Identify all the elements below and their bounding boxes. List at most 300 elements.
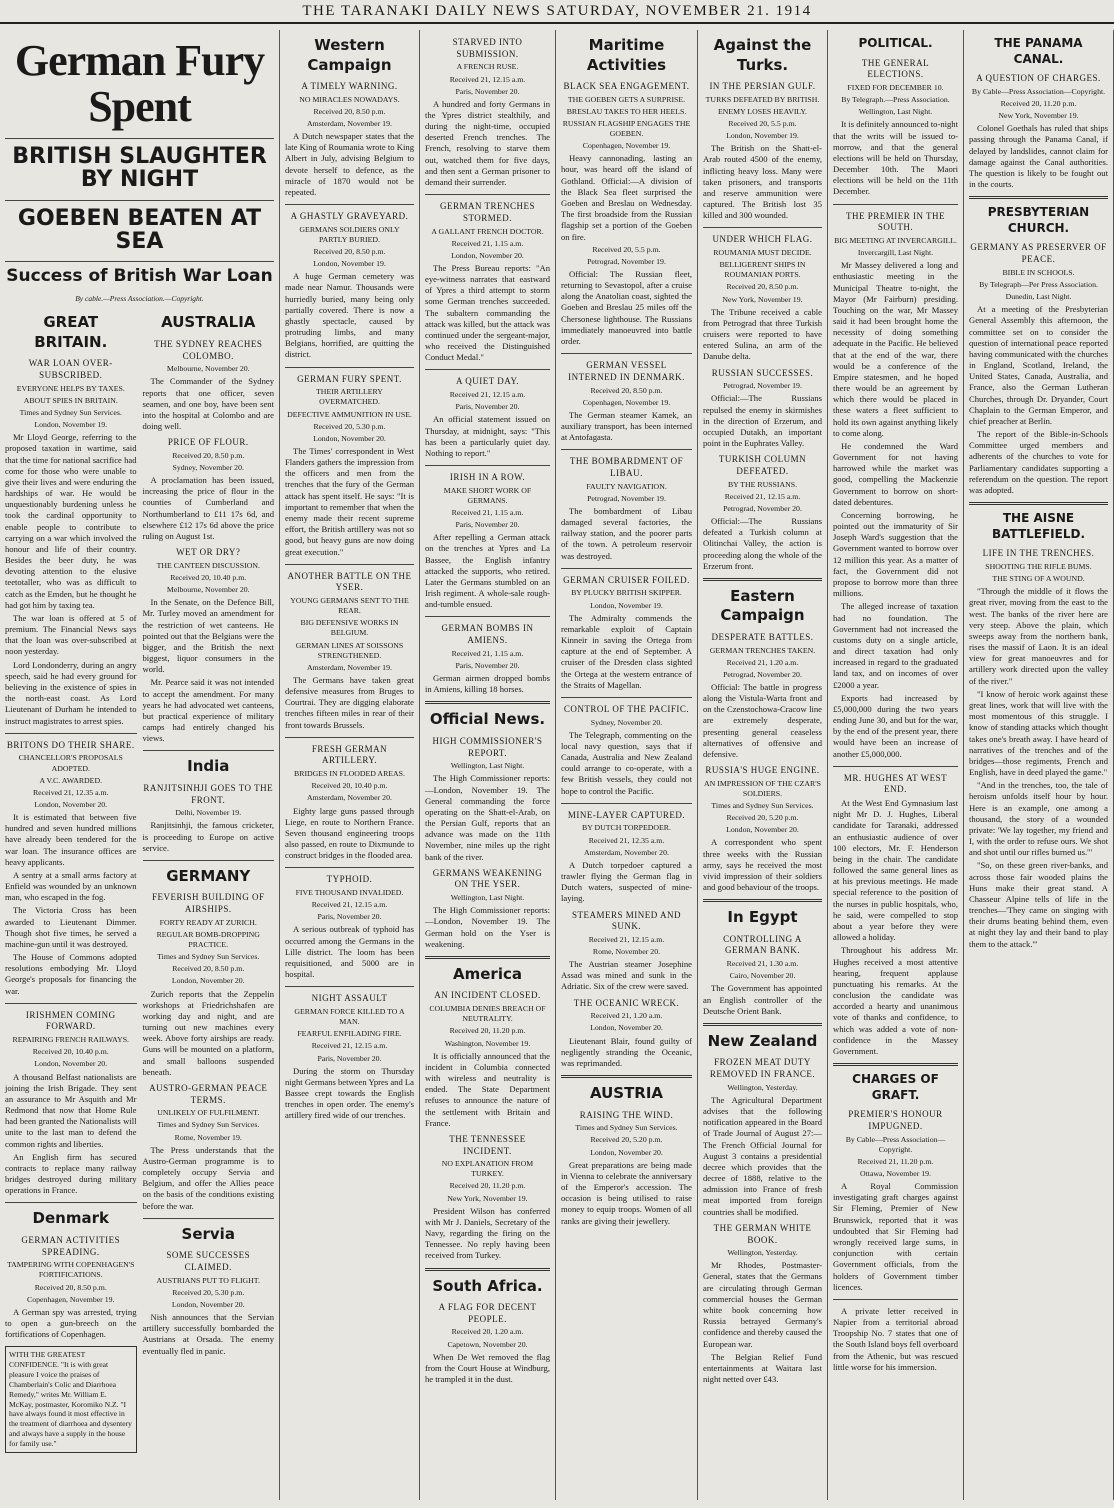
subhead: GERMAN BOMBS IN AMIENS.: [441, 623, 534, 646]
dateline: Wellington, Last Night.: [450, 893, 525, 903]
subhead: THE SYDNEY REACHES COLOMBO.: [154, 338, 263, 361]
subhead: DESPERATE BATTLES.: [711, 631, 814, 642]
dateline: Received 21, 12.15 a.m.: [311, 900, 388, 910]
article-text: Official: The battle in progress along the Vistula-Warta front and on the Czenstochowa-Cracow line are extremely desperate, presenting general ceaseless alternatives of offensive and defensive.: [703, 681, 822, 759]
section-aisne: THE AISNE BATTLEFIELD.: [991, 511, 1086, 541]
dateline: Paris, November 20.: [455, 520, 520, 530]
agency: Times and Sydney Sun Services.: [19, 407, 122, 417]
article-text: German airmen dropped bombs in Amiens, killing 18 horses.: [425, 673, 550, 695]
subhead: A GALLANT FRENCH DOCTOR.: [431, 226, 544, 236]
divider: [561, 803, 692, 804]
dateline: Received 21, 1.30 a.m.: [726, 959, 799, 969]
subhead: TYPHOID.: [326, 874, 373, 885]
dateline: Received 21, 12.35 a.m.: [32, 787, 109, 797]
dateline: Received 20, 8.50 p.m.: [172, 450, 245, 460]
divider: [703, 578, 822, 581]
dateline: Sydney, November 20.: [172, 463, 244, 473]
divider: [561, 697, 692, 698]
dateline: Paris, November 20.: [455, 660, 520, 670]
subhead: MINE-LAYER CAPTURED.: [567, 809, 686, 820]
subhead: A GHASTLY GRAVEYARD.: [290, 211, 409, 222]
article-text: The Victoria Cross has been awarded to Lieutenant Dimmer. Though shot five times, he served a machine-gun until it was destroyed.: [5, 905, 137, 949]
divider: [703, 227, 822, 228]
dateline: Received 20, 11.20 p.m.: [1000, 99, 1077, 108]
dateline: Copenhagen, November 19.: [27, 1294, 115, 1304]
divider: [425, 956, 550, 959]
divider: [285, 204, 414, 205]
dateline: Received 21, 12.15 a.m.: [449, 74, 526, 84]
subhead: TURKISH COLUMN DEFEATED.: [718, 454, 807, 476]
dateline: Amsterdam, November 20.: [307, 793, 392, 803]
article-text: At the West End Gymnasium last night Mr D. J. Hughes, Liberal candidate for Taranaki, addressed an enthusiastic audience of over 100 electors, Mr. F. Henderson being in the chair. The candidate followed the same general lines as at his previous meetings. He made special reference to the position of the nurses in public hospitals, who, he said, were compelled to stop about a year before they were allowed a holiday.: [833, 798, 958, 943]
article-text: An English firm has secured contracts to replace many railway bridges destroyed during military operations in France.: [5, 1151, 137, 1196]
subhead: TAMPERING WITH COPENHAGEN'S FORTIFICATIONS.: [6, 1260, 135, 1280]
dateline: Rome, November 20.: [592, 947, 661, 956]
subhead: THE GOEBEN GETS A SURPRISE.: [567, 94, 686, 104]
article-text: He condemned the Ward Government for not having harrowed while the market was good, compelling the Mackenzie Government to borrow on short-dated debentures.: [833, 440, 958, 507]
dateline: Paris, November 20.: [317, 1053, 382, 1063]
subhead: IRISH IN A ROW.: [449, 472, 526, 483]
subhead: BRIDGES IN FLOODED AREAS.: [294, 769, 405, 779]
dateline: Received 21, 1.15 a.m.: [451, 648, 524, 658]
dateline: Received 20, 8.50 p.m.: [590, 385, 663, 395]
section-india: India: [187, 757, 230, 776]
subhead: GERMANS SOLDIERS ONLY PARTLY BURIED.: [299, 224, 400, 244]
section-south-africa: South Africa.: [432, 1276, 543, 1295]
dateline: London, November 20.: [34, 799, 108, 809]
dateline: London, November 20.: [451, 250, 524, 260]
section-official-news: Official News.: [429, 710, 546, 729]
article-text: A Dutch torpedoer captured a trawler flying the German flag in Dutch waters, suspected of mine-laying.: [561, 859, 692, 904]
subhead: PREMIER'S HONOUR IMPUGNED.: [848, 1109, 943, 1131]
article-text: The Telegraph, commenting on the local navy question, says that if Canada, Australia and New Zealand could arrange to co-operate, with a few British vessels, they could not hope to control the Pacific.: [561, 729, 692, 796]
dateline: Received 20, 8.50 p.m.: [313, 106, 386, 116]
subhead: GERMAN VESSEL INTERNED IN DENMARK.: [568, 360, 685, 382]
divider: [561, 1075, 692, 1078]
subhead: LIFE IN THE TRENCHES.: [982, 548, 1095, 559]
subhead: PRICE OF FLOUR.: [167, 437, 249, 448]
article-text: Mr Lloyd George, referring to the proposed taxation in wartime, said that the time for national sacrifice had come for those who were unable to give their lives and were enduring the hardships of war. He would be unquestionably burdening unless he took the cardinal opportunity to enable people to contribute to carrying on a war which involved the honour and life of their country. Besides the beer duty, he was devoting attention to the elusive teetotaller, who was as difficult to catch as the Emden, but he thought he had got him by taxing tea.: [5, 432, 137, 610]
divider: [5, 1003, 137, 1004]
subhead: BIG MEETING AT INVERCARGILL.: [834, 235, 957, 245]
byline: By cable.—Press Association.—Copyright.: [75, 293, 204, 303]
subhead: GERMAN FURY SPENT.: [297, 373, 402, 384]
dateline: Received 20, 10.40 p.m.: [170, 572, 247, 582]
dateline: Paris, November 20.: [455, 402, 520, 412]
article-text: In the Senate, on the Defence Bill, Mr. Turley moved an amendment for the restriction of wet canteens. He pointed out that the Belgians were the bigger, and the British the next biggest, liquor consumers in the world.: [142, 597, 274, 675]
article-text: The High Commissioner reports:—London, November 19. The German hold on the Yser is weakening.: [425, 905, 550, 949]
divider: [561, 353, 692, 354]
dateline: Copenhagen, November 19.: [582, 397, 671, 407]
subhead: FIVE THOUSAND INVALIDED.: [295, 888, 404, 898]
subhead: NO MIRACLES NOWADAYS.: [299, 94, 400, 104]
article-text: A serious outbreak of typhoid has occurred among the Germans in the Lille district. The loom has been requisitioned, and 5000 are in hospital.: [285, 924, 414, 980]
section-against-turks: Against the Turks.: [713, 36, 812, 74]
headline-british-slaughter: BRITISH SLAUGHTER BY NIGHT: [12, 144, 267, 193]
dateline: Copenhagen, November 19.: [582, 141, 671, 151]
divider: [561, 449, 692, 450]
subhead: A TIMELY WARNING.: [301, 81, 398, 91]
divider: [425, 465, 550, 466]
subhead: AN IMPRESSION OF THE CZAR'S SOLDIERS.: [704, 778, 821, 798]
headline-war-loan: Success of British War Loan: [6, 265, 273, 286]
article-text: Ranjitsinhji, the famous cricketer, is proceeding to Europe on active service.: [142, 820, 274, 853]
subhead: RUSSIAN SUCCESSES.: [711, 367, 814, 378]
subhead: GERMAN LINES AT SOISSONS STRENGTHENED.: [295, 640, 404, 660]
article-text: Zurich reports that the Zeppelin workshops at Friedrichshafen are working day and night, and are turning out new machines every week. Above forty airships are ready. Guns will be mounted on a platform, and small balloons suspended beneath.: [142, 988, 274, 1077]
subhead: THE STING OF A WOUND.: [992, 574, 1085, 584]
masthead: THE TARANAKI DAILY NEWS SATURDAY, NOVEMBER 21. 1914: [302, 3, 812, 19]
divider: [5, 261, 274, 262]
article-text: The Belgian Relief Fund entertainments at Waitara last night netted over £43.: [703, 1351, 822, 1385]
dateline: London, November 19.: [590, 600, 663, 610]
dateline: London, November 20.: [171, 976, 245, 986]
article-text: Official: The Russian fleet, returning to Sevastopol, after a cruise along the Anatolian coast, sighted the Goeben and Breslau 25 miles off the Chersonese lighthouse. The Russians immediately manoeuvred into battle order.: [561, 268, 692, 346]
column-4: [556, 30, 698, 1500]
dateline: Received 20, 10.40 p.m.: [311, 781, 388, 791]
section-germany: GERMANY: [166, 866, 251, 885]
divider: [5, 138, 274, 139]
divider: [285, 367, 414, 368]
dateline: Received 21, 12.15 a.m.: [588, 934, 665, 944]
subhead: A QUIET DAY.: [455, 376, 520, 387]
subhead: NO EXPLANATION FROM TURKEY.: [441, 1159, 534, 1179]
divider: [285, 986, 414, 987]
subhead: FRESH GERMAN ARTILLERY.: [311, 743, 388, 766]
subhead: EVERYONE HELPS BY TAXES.: [16, 383, 125, 393]
article-text: A Royal Commission investigating graft charges against Sir Fleming, Premier of New Brunswick, reported that it was undoubted that Sir Fleming had wrongly received large sums, in conjunction with certain Government officials, from the holders of Government timber licences.: [833, 1181, 958, 1292]
subhead: THE CANTEEN DISCUSSION.: [156, 560, 260, 570]
divider: [425, 701, 550, 704]
dateline: Washington, November 19.: [444, 1038, 531, 1048]
dateline: Capetown, November 20.: [447, 1339, 528, 1349]
dateline: Received 20, 8.50 p.m.: [172, 964, 245, 974]
dateline: Amsterdam, November 19.: [307, 662, 392, 672]
subhead: RUSSIA'S HUGE ENGINE.: [705, 765, 820, 776]
agency: Times and Sydney Sun Services.: [711, 801, 814, 811]
article-text: A correspondent who spent three weeks with the Russian army, says he received the most vivid impression of their soldiers and good behaviour of the troops.: [703, 837, 822, 893]
subhead: AN INCIDENT CLOSED.: [434, 990, 541, 1001]
article-text: A thousand Belfast nationalists are joining the Irish Brigade. They sent an assurance to Mr Asquith and Mr Redmond that now that Home Rule had been granted the Nationalists will unite to the last man to defend the common rights and liberties.: [5, 1071, 137, 1149]
subhead: BY THE RUSSIANS.: [727, 479, 798, 489]
article-text: Exports had increased by £5,000,000 during the two years ending June 30, and but for the war, by the end of the present year, there would have been an increase of another £5,000,000.: [833, 692, 958, 759]
dateline: Received 20, 5.5 p.m.: [592, 244, 661, 254]
subhead: COLUMBIA DENIES BREACH OF NEUTRALITY.: [429, 1004, 546, 1024]
dateline: Melbourne, November 20.: [166, 364, 250, 374]
subhead: ANOTHER BATTLE ON THE YSER.: [287, 570, 412, 593]
subhead: REGULAR BOMB-DROPPING PRACTICE.: [156, 929, 260, 950]
subhead: UNDER WHICH FLAG.: [712, 234, 813, 245]
dateline: New York, November 19.: [722, 294, 803, 304]
divider: [833, 204, 958, 205]
divider: [969, 196, 1108, 199]
article-text: The British on the Shatt-el-Arab routed 4500 of the enemy, inflicting heavy loss. Many were taken prisoners, and transports and reserve ammunition were captured. The British lost 35 killed and 300 wounded.: [703, 143, 822, 221]
divider: [5, 200, 274, 201]
divider: [833, 1063, 958, 1066]
subhead: IN THE PERSIAN GULF.: [709, 81, 816, 91]
subhead: BY PLUCKY BRITISH SKIPPER.: [571, 588, 682, 598]
article-text: A hundred and forty Germans in the Ypres district stealthily, and during the night-time, occupied deserted French trenches. The French, resolving to starve them out, watched them for five days, and then sent a German prisoner to demand their surrender.: [425, 98, 550, 187]
subhead: BRITONS DO THEIR SHARE.: [6, 739, 135, 750]
dateline: New York, November 19.: [447, 1193, 528, 1203]
column-5: [698, 30, 828, 1500]
article-text: The bombardment of Libau damaged several factories, the railway station, and the poorer parts of the town. A petroleum reservoir was destroyed.: [561, 505, 692, 561]
article-text: Mr. Pearce said it was not intended to accept the amendment. For many years he had advocated wet canteens, but practical experience of military camps had entirely changed his views.: [142, 677, 274, 744]
subhead: UNLIKELY OF FULFILMENT.: [157, 1108, 260, 1118]
subhead: A V.C. AWARDED.: [39, 775, 103, 785]
dateline: Rome, November 19.: [174, 1132, 242, 1142]
article-text: The Agricultural Department advises that the following notification appeared in the Board of Trade Journal of August 27:—The French Official Journal for August 3 contains a presidential decree which provides that the decree of 1888, relative to the admission into France of fresh meat imported from foreign countries shall be modified.: [703, 1094, 822, 1217]
article-text: Eighty large guns passed through Liege, en route to Northern France. Seven thousand engineering troops also passed, en route to Dixmunde to construct bridges in the flooded area.: [285, 805, 414, 861]
subhead: GERMAN TRENCHES TAKEN.: [709, 645, 816, 655]
dateline: Delhi, November 19.: [175, 808, 242, 818]
dateline: London, November 19.: [313, 259, 386, 269]
subhead: ABOUT SPIES IN BRITAIN.: [23, 395, 118, 405]
dateline: Received 21, 11.20 p.m.: [857, 1156, 934, 1166]
subhead: TURKS DEFEATED BY BRITISH.: [705, 94, 820, 104]
subhead: ROUMANIA MUST DECIDE.: [713, 248, 812, 258]
dateline: Dunedin, Last Night.: [1005, 292, 1072, 302]
divider: [703, 899, 822, 902]
dateline: London, November 20.: [726, 825, 799, 835]
subhead: SOME SUCCESSES CLAIMED.: [166, 1250, 251, 1272]
article-text: At a meeting of the Presbyterian General Assembly this afternoon, the committee set on to consider the question of international peace reported having communicated with the churches in England, Scotland, Ireland, the United States, Canada, Australia, and France, also the German Lutheran Churches, through Dr. Dryander, Court Chaplain to the German Emperor, and chief preacher at Berlin.: [969, 304, 1108, 426]
dateline: Received 20, 5.20 p.m.: [726, 813, 799, 823]
dateline: Received 20, 8.50 p.m.: [313, 247, 386, 257]
dateline: Petrograd, November 19.: [587, 493, 666, 503]
article-text: "And in the trenches, too, the tale of heroism unfolds itself hour by hour. Here is an example, one among a thousand, the story of a wounded private: 'We lay together, my friend and I, with the order to refuse ours. We shot and shot until our rifles burned us.'": [969, 780, 1108, 858]
dateline: Received 20, 1.20 a.m.: [451, 1327, 524, 1337]
subcolumn-right: [143, 309, 275, 1459]
dateline: London, November 20.: [590, 1023, 663, 1033]
subhead: A FRENCH RUSE.: [456, 62, 519, 72]
article-text: Official:—The Russians repulsed the enemy in skirmishes in the direction of Erzerum, and occupied Dutakh, an important point in the Euphrates Valley.: [703, 393, 822, 449]
subhead: THE GENERAL ELECTIONS.: [861, 57, 930, 80]
dateline: Ottawa, November 19.: [859, 1169, 932, 1178]
dateline: Received 20, 5.30 p.m.: [172, 1287, 245, 1297]
article-text: A huge German cemetery was made near Namur. Thousands were hurriedly buried, many being only partially covered. There is now a ghastly spectacle, caused by protruding limbs, and many Belgians, horrified, are quitting the district.: [285, 271, 414, 360]
dateline: Received 20, 11.20 p.m.: [449, 1026, 526, 1036]
subhead: A FLAG FOR DECENT PEOPLE.: [438, 1302, 537, 1324]
subhead: AUSTRO-GERMAN PEACE TERMS.: [149, 1082, 268, 1105]
divider: [703, 1023, 822, 1026]
subhead: THE GERMAN WHITE BOOK.: [713, 1222, 812, 1245]
dateline: Received 21, 12.15 a.m.: [724, 491, 801, 501]
article-text: The Times' correspondent in West Flanders gathers the impression from the officers and men from the trenches that the fury of the German attack has spent itself. He says: "It is important to remember that when the enemy made their recent supreme effort, the British artillery was not so good, but heavy guns are now doing great execution.": [285, 445, 414, 557]
subhead: FEVERISH BUILDING OF AIRSHIPS.: [151, 892, 265, 915]
subhead: SHOOTING THE RIFLE BUMS.: [985, 562, 1092, 572]
article-text: Official:—The Russians defeated a Turkish column at Olitinchai Valley, the action is proceeding along the whole of the Erzerum front.: [703, 515, 822, 571]
subhead: A QUESTION OF CHARGES.: [976, 73, 1101, 84]
dateline: Petrograd, November 20.: [723, 503, 802, 513]
agency: By Cable—Press Association—Copyright.: [971, 86, 1106, 96]
subhead: WET OR DRY?: [176, 547, 241, 558]
article-text: The Press understands that the Austro-German programme is to completely occupy Servia and Belgium, and offer the Allies peace on the basis of the conditions existing before the war.: [142, 1144, 274, 1211]
subhead: FIXED FOR DECEMBER 10.: [847, 82, 944, 92]
dateline: Petrograd, November 19.: [723, 381, 802, 391]
divider: [425, 194, 550, 195]
headline-german-fury: German Fury Spent: [14, 36, 265, 132]
article-text: It is definitely announced to-night that the writs will be issued to-morrow, and that the general elections will be held on Thursday, December 10th. The Maori elections will be held on the 11th December.: [833, 119, 958, 197]
subhead: CONTROL OF THE PACIFIC.: [563, 703, 690, 714]
subhead: FORTY READY AT ZURICH.: [159, 917, 257, 927]
advertisement: WITH THE GREATEST CONFIDENCE. "It is with great pleasure I voice the praises of Chamberlain's Colic and Diarrhoea Remedy," writes Mr. William E. McKay, postmaster, Koromiko N.Z. "I have always found it most effective in the treatment of diarrhoea and dysentery and always have a supply in the house for family use.": [5, 1346, 137, 1453]
article-text: The High Commissioner reports:—London, November 19. The General commanding the force operating on the Shatt-el-Arab, on the Persian Gulf, reports that an advance was made on the 11th November, nine miles up the right bank of the river.: [425, 773, 550, 862]
article-text: It is estimated that between five hundred and seven hundred millions have already been tendered for the war loan. The insurance offices are heavy applicants.: [5, 812, 137, 867]
article-text: The Press Bureau reports: "An eye-witness narrates that eastward of Ypres a third attempt to storm some German trenches succeeded. The subaltern commanding the attack was killed, but the attack was continued under the sergeant-major, who received the Distinguished Conduct Medal.": [425, 262, 550, 363]
agency: Times and Sydney Sun Services.: [575, 1123, 678, 1133]
article-text: When De Wet removed the flag from the Court House at Windburg, he trampled it in the dust.: [425, 1351, 550, 1385]
column-3: [420, 30, 556, 1500]
divider: [5, 1202, 137, 1203]
subcolumn-left: [5, 309, 137, 1459]
subhead: CONTROLLING A GERMAN BANK.: [723, 933, 802, 956]
article-text: The Commander of the Sydney reports that one officer, seven seamen, and one boy, have been sent into the hospital at Colombo and are doing well.: [142, 376, 274, 432]
article-text: The report of the Bible-in-Schools Committee urged members and adherents of the churches to vote for Parliamentary candidates supporting a referendum on the question. The report was adopted.: [969, 429, 1108, 495]
subhead: YOUNG GERMANS SENT TO THE REAR.: [290, 596, 409, 616]
article-text: Lord Londonderry, during an angry speech, said he had every ground for believing in the existence of spies in the north-east coast. As Lord Lieutenant of Durham he intended to instruct magistrates to arrest spies.: [5, 659, 137, 726]
section-western-campaign: Western Campaign: [307, 36, 392, 74]
subhead: WAR LOAN OVER-SUBSCRIBED.: [28, 358, 113, 381]
section-panama-canal: THE PANAMA CANAL.: [994, 36, 1083, 66]
subhead: RANJITSINHJI GOES TO THE FRONT.: [143, 782, 274, 805]
article-text: Colonel Goethals has ruled that ships passing through the Panama Canal, if delayed by landslides, cannot claim for damage against the Canal authorities. The question is likely to be fought out in the courts.: [969, 123, 1108, 190]
subhead: THE OCEANIC WRECK.: [573, 997, 680, 1008]
dateline: Received 21, 1.15 a.m.: [451, 238, 524, 248]
article-text: The Admiralty commends the remarkable exploit of Captain Kinneir in saving the Ortega from capture at the end of September. A cruiser of the Dresden class sighted the Ortega at the western entrance of the Straits of Magellan.: [561, 612, 692, 690]
dateline: Received 21, 1.20 a.m.: [726, 657, 799, 667]
subhead: BY DUTCH TORPEDOER.: [582, 823, 671, 833]
article-text: A sentry at a small arms factory at Enfield was wounded by an unknown man, who escaped in the fog.: [5, 869, 137, 903]
divider: [425, 369, 550, 370]
subhead: CHANCELLOR'S PROPOSALS ADOPTED.: [18, 753, 123, 773]
article-text: The alleged increase of taxation had no foundation. The Government had not increased the customs duty on a single article, and direct taxation had only increased in regard to the graduated land tax, and on incomes of over £2000 a year.: [833, 601, 958, 690]
divider: [5, 733, 137, 734]
article-text: Throughout his address Mr. Hughes received a most attentive hearing, frequent applause punctuating his remarks. At the conclusion the candidate was accorded a hearty and unanimous vote of thanks and confidence, to which was added a vote of non-confidence in the Massey Government.: [833, 945, 958, 1056]
divider: [561, 568, 692, 569]
article-text: It is officially announced that the incident in Columbia connected with wireless and neutrality is ended. The State Department refuses to announce the nature of the settlement with Britain and France.: [425, 1050, 550, 1128]
subhead: THEIR ARTILLERY OVERMATCHED.: [316, 387, 383, 407]
agency: Times and Sydney Sun Services.: [157, 952, 260, 962]
section-america: America: [453, 964, 522, 983]
subhead: FEARFUL ENFILADING FIRE.: [297, 1029, 402, 1039]
section-servia: Servia: [181, 1224, 235, 1243]
section-presbyterian: PRESBYTERIAN CHURCH.: [987, 205, 1090, 235]
dateline: Received 21, 1.20 a.m.: [590, 1011, 663, 1021]
column-2: [280, 30, 420, 1500]
article-text: Heavy cannonading, lasting an hour, was heard off the island of Gothland. Official:—A division of the Black Sea fleet surprised the Goeben and Breslau on Wednesday. The first broadside from the Russian flagship set a portion of the Goeben on fire.: [561, 153, 692, 242]
dateline: Invercargill, Last Night.: [857, 248, 934, 258]
subhead: GERMAN FORCE KILLED TO A MAN.: [294, 1007, 405, 1027]
subhead: RAISING THE WIND.: [579, 1109, 674, 1120]
divider: [285, 737, 414, 738]
section-egypt: In Egypt: [727, 908, 798, 927]
dateline: Received 20, 8.50 p.m.: [726, 282, 799, 292]
article-text: Nish announces that the Servian artillery successfully bombarded the Austrians at Orsada. The enemy eventually fled in panic.: [142, 1312, 274, 1356]
article-text: Concerning borrowing, he pointed out the immaturity of Sir Joseph Ward's suggestion that the Government wanted to borrow over 12 million this year. As a matter of fact, the Government did not propose to borrow more than three millions.: [833, 509, 958, 599]
dateline: Received 20, 5.5 p.m.: [728, 118, 797, 128]
divider: [425, 1268, 550, 1271]
article-text: A Dutch newspaper states that the late King of Roumania wrote to King Albert in July, advising Belgium to devote herself to defence, as the miracle of 1870 would not be repeated.: [285, 131, 414, 197]
subhead: BIG DEFENSIVE WORKS IN BELGIUM.: [300, 618, 399, 638]
subhead: REPAIRING FRENCH RAILWAYS.: [12, 1035, 129, 1045]
subhead: RUSSIAN FLAGSHIP ENGAGES THE GOEBEN.: [562, 118, 691, 139]
divider: [143, 750, 275, 751]
column-6: [828, 30, 964, 1500]
subhead: MAKE SHORT WORK OF GERMANS.: [443, 485, 532, 505]
article-text: "So, on these green river-banks, and across those fair wooded plains the Huns make their great stand. A Chasseur Alpine tells of life in the trenches—'They came on singing with their drums beating behind them, even at night they lay and their band to play them to the attack.'": [969, 860, 1108, 949]
subhead: BELLIGERENT SHIPS IN ROUMANIAN PORTS.: [719, 260, 806, 280]
subhead: BLACK SEA ENGAGEMENT.: [563, 81, 690, 91]
subhead: GERMANY AS PRESERVER OF PEACE.: [970, 242, 1107, 265]
divider: [143, 1218, 275, 1219]
subhead: FROZEN MEAT DUTY REMOVED IN FRANCE.: [709, 1057, 816, 1080]
section-great-britain: GREAT BRITAIN.: [34, 313, 108, 351]
section-new-zealand: New Zealand: [707, 1031, 818, 1050]
dateline: Received 20, 10.40 p.m.: [32, 1047, 109, 1057]
dateline: Cairo, November 20.: [729, 971, 796, 981]
article-text: The Government has appointed an English controller of the Deutsche Orient Bank.: [703, 983, 822, 1016]
subhead: FAULTY NAVIGATION.: [586, 481, 667, 491]
divider: [285, 867, 414, 868]
subhead: STEAMERS MINED AND SUNK.: [571, 909, 681, 932]
article-text: "I know of heroic work against these great lines, work that will live with the most momentous of this struggle. I know of standing attacks which thought takes one's breath away. I have heard of narratives of the trenches and of the bridges—those regiments, French and English, have in deed played the game.": [969, 688, 1108, 778]
dateline: Petrograd, November 20.: [723, 669, 802, 679]
subhead: BIBLE IN SCHOOLS.: [1002, 267, 1075, 277]
dateline: Wellington, Yesterday.: [727, 1248, 798, 1258]
article-text: President Wilson has conferred with Mr J. Daniels, Secretary of the Navy, regarding the firing on the Tennessee. No reply having been received from Turkey.: [425, 1205, 550, 1261]
dateline: Received 20, 11.20 p.m.: [449, 1181, 526, 1191]
agency: By Cable—Press Association—Copyright.: [845, 1134, 946, 1154]
section-charges-of-graft: CHARGES OF GRAFT.: [852, 1072, 939, 1102]
article-text: The German steamer Kamek, an auxiliary transport, has been interned at Antofagasta.: [561, 409, 692, 443]
dateline: Paris, November 20.: [455, 86, 520, 96]
divider: [285, 564, 414, 565]
section-austria: AUSTRIA: [589, 1084, 664, 1103]
divider: [143, 860, 275, 861]
dateline: Amsterdam, November 19.: [307, 118, 392, 128]
agency: By Telegraph.—Press Association.: [841, 95, 950, 105]
article-text: A private letter received in Napier from a territorial abroad Troopship No. 7 states that one of the South Island boys fell overboard from the Athenic, but was rescued little worse for his immersion.: [833, 1305, 958, 1372]
subhead: DEFECTIVE AMMUNITION IN USE.: [287, 409, 412, 419]
article-text: The Austrian steamer Josephine Assad was mined and sunk in the Adriatic. Six of the crew were saved.: [561, 959, 692, 992]
subhead: GERMANS WEAKENING ON THE YSER.: [432, 867, 543, 890]
dateline: London, November 19.: [726, 131, 799, 141]
subhead: HIGH COMMISSIONER'S REPORT.: [432, 735, 543, 758]
dateline: Received 20, 5.30 p.m.: [313, 421, 386, 431]
dateline: New York, November 19.: [998, 111, 1079, 121]
article-text: A German spy was arrested, trying to open a gun-breech on the fortifications of Copenhagen.: [5, 1306, 137, 1340]
section-eastern-campaign: Eastern Campaign: [720, 586, 805, 625]
article-text: During the storm on Thursday night Germans between Ypres and La Bassee crept towards the English trenches in open order. The enemy's artillery fired wide of our trenches.: [285, 1065, 414, 1121]
dateline: Received 20, 5.20 p.m.: [590, 1135, 663, 1145]
agency: Times and Sydney Sun Services.: [157, 1120, 260, 1130]
masthead-rule: [0, 22, 1114, 24]
dateline: London, November 20.: [590, 1147, 663, 1157]
subhead: AUSTRIANS PUT TO FLIGHT.: [156, 1275, 260, 1285]
dateline: London, November 20.: [171, 1299, 245, 1309]
dateline: Sydney, November 20.: [590, 717, 663, 727]
dateline: Received 21, 12.35 a.m.: [588, 835, 665, 845]
subhead: THE TENNESSEE INCIDENT.: [449, 1133, 526, 1156]
dateline: London, November 20.: [313, 433, 386, 443]
divider: [833, 1299, 958, 1300]
section-australia: AUSTRALIA: [161, 313, 256, 332]
subhead: IRISHMEN COMING FORWARD.: [25, 1009, 116, 1032]
dateline: Amsterdam, November 20.: [584, 847, 669, 857]
subhead: THE BOMBARDMENT OF LIBAU.: [569, 456, 684, 478]
dateline: Received 21, 1.15 a.m.: [451, 507, 524, 517]
